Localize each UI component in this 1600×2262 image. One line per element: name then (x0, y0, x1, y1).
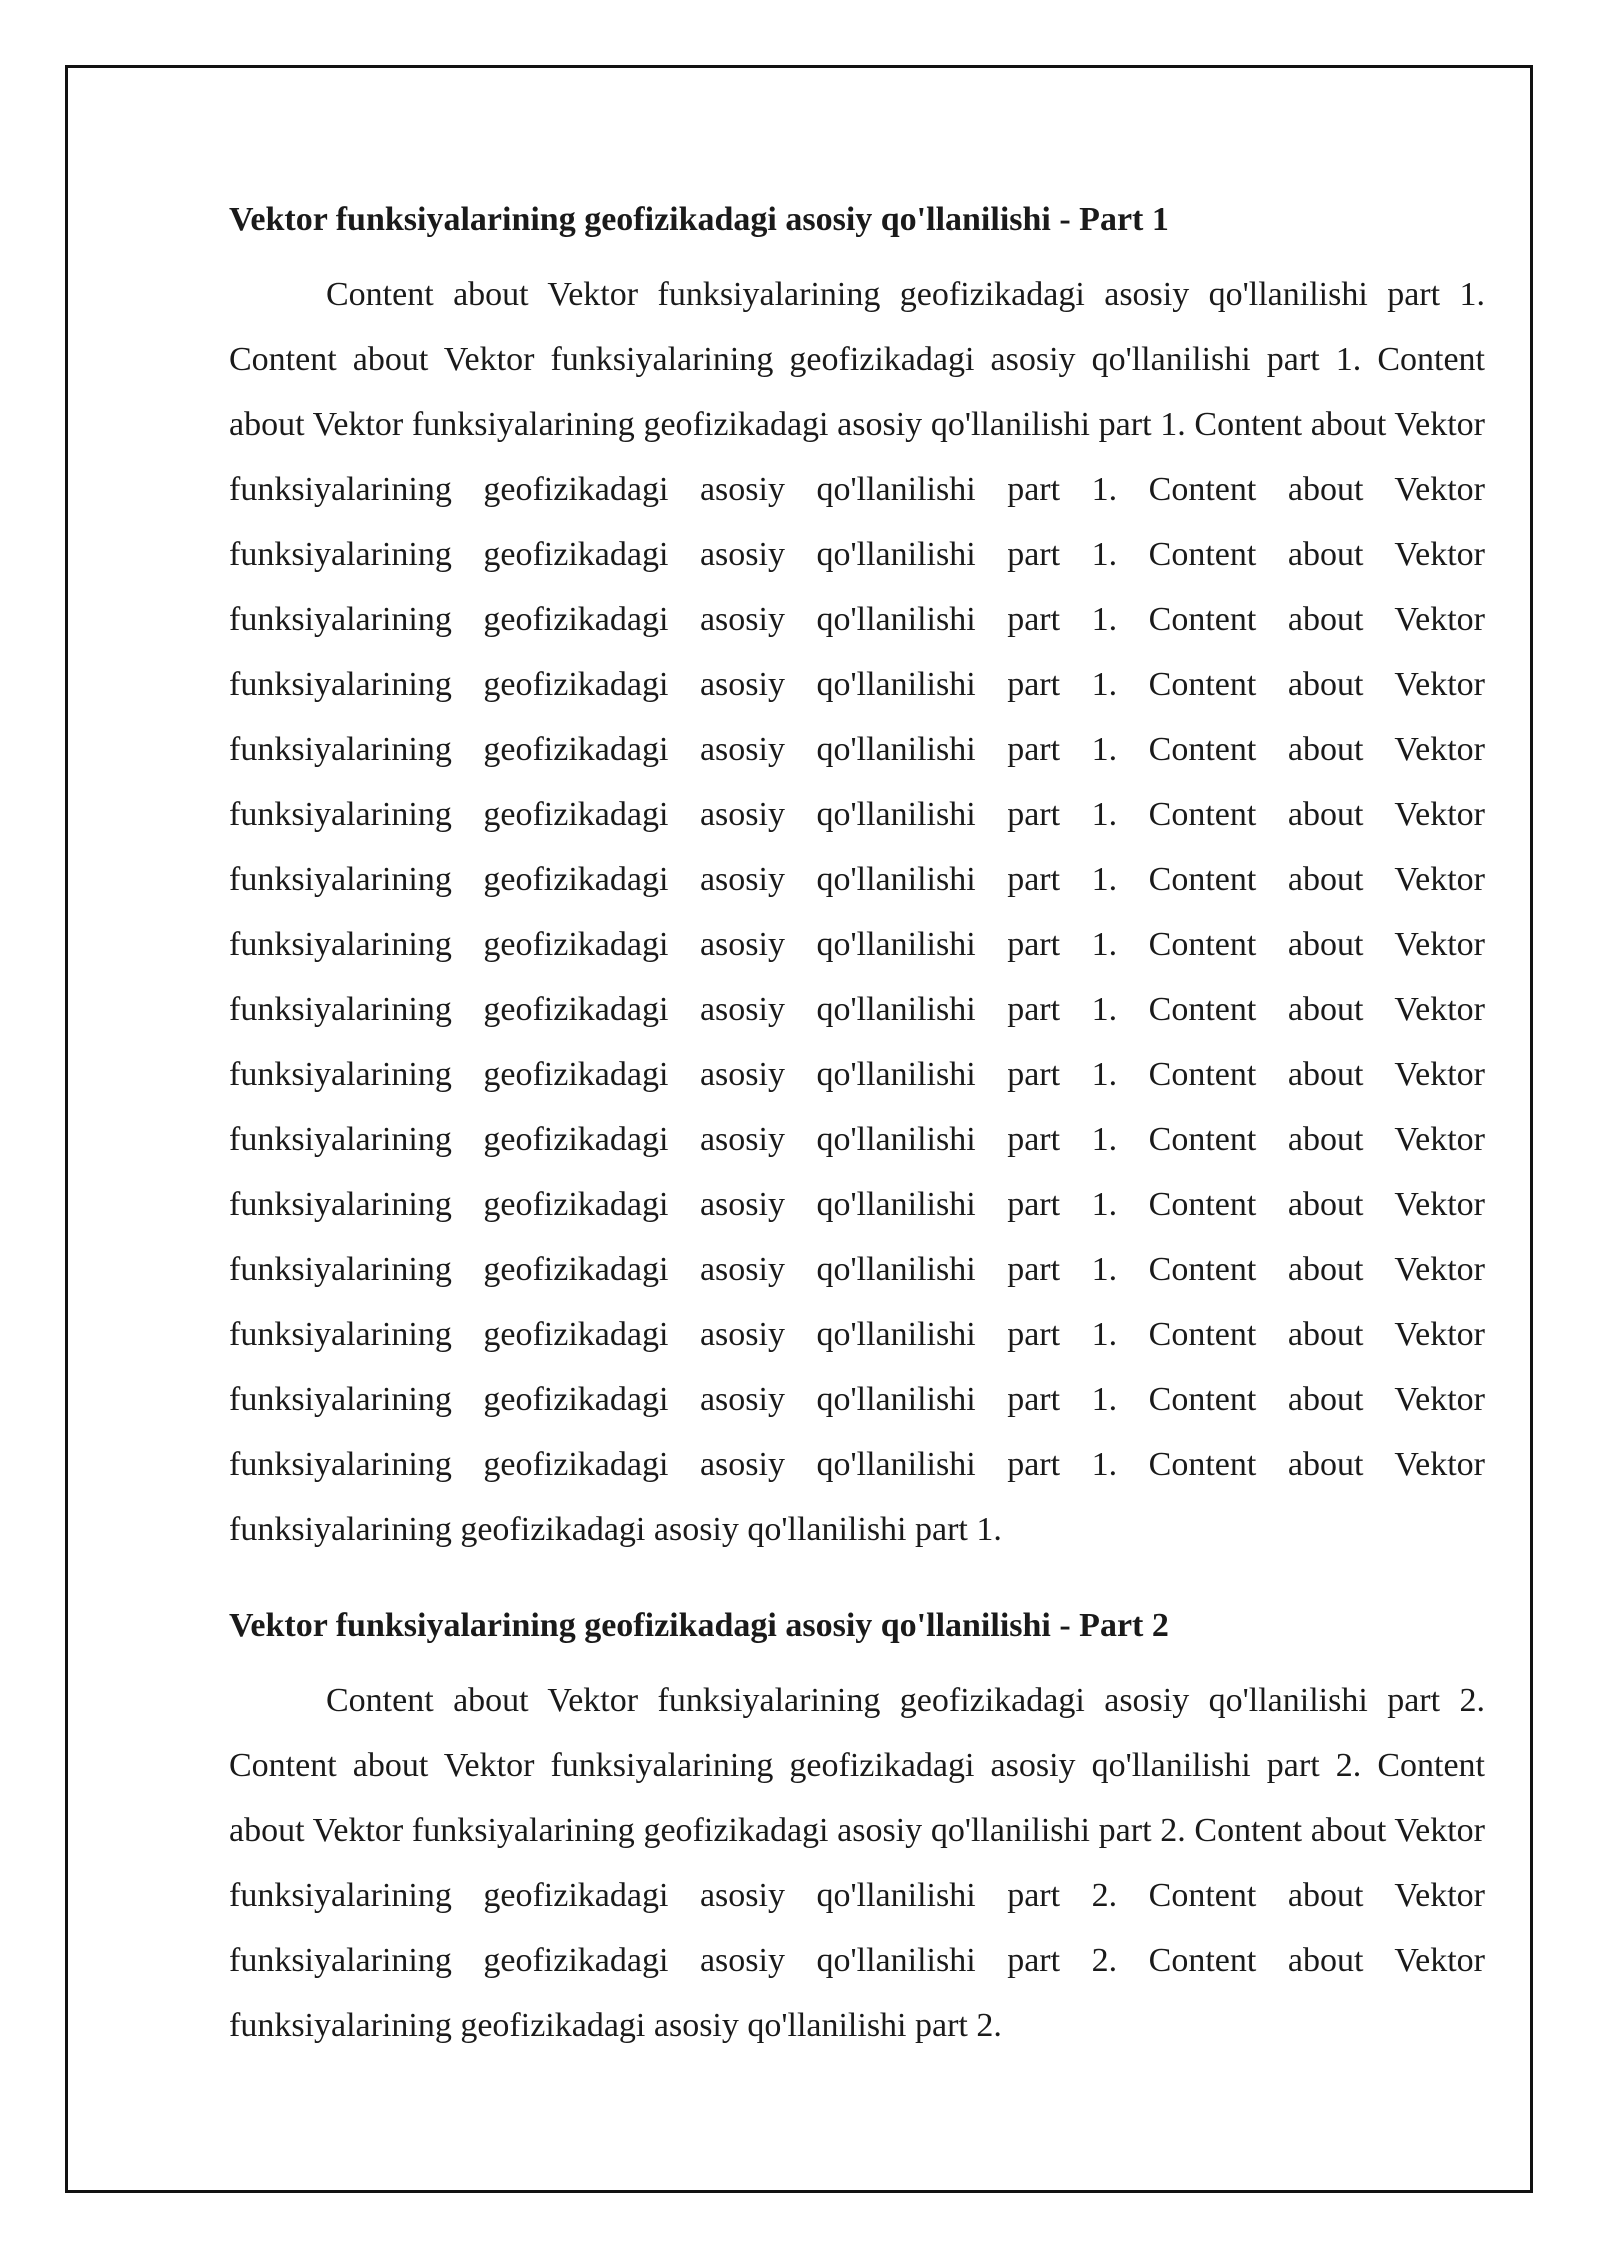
section-paragraph: Content about Vektor funksiyalarining geofizikadagi asosiy qo'llanilishi part 2. Content about Vektor funksiyalarining geofizikadagi asosiy qo'llanilishi part 2. Content about Vektor funksiyalarining geofizikadagi asosiy qo'llanilishi part 2. Content about Vektor funksiyalarining geofizikadagi asosiy qo'llanilishi part 2. Content about Vektor funksiyalarining geofizikadagi asosiy qo'llanilishi part 2. Content about Vektor funksiyalarining geofizikadagi asosiy qo'llanilishi part 2. (229, 1682, 1485, 2044)
section-part-2 (229, 1596, 1485, 2058)
document-content (229, 190, 1485, 2058)
section-heading: Vektor funksiyalarining geofizikadagi asosiy qo'llanilishi - Part 1 (229, 201, 1169, 238)
section-part-1 (229, 190, 1485, 1562)
section-paragraph: Content about Vektor funksiyalarining geofizikadagi asosiy qo'llanilishi part 1. Content about Vektor funksiyalarining geofizikadagi asosiy qo'llanilishi part 1. Content about Vektor funksiyalarining geofizikadagi asosiy qo'llanilishi part 1. Content about Vektor funksiyalarining geofizikadagi asosiy qo'llanilishi part 1. Content about Vektor funksiyalarining geofizikadagi asosiy qo'llanilishi part 1. Content about Vektor funksiyalarining geofizikadagi asosiy qo'llanilishi part 1. Content about Vektor funksiyalarining geofizikadagi asosiy qo'llanilishi part 1. Content about Vektor funksiyalarining geofizikadagi asosiy qo'llanilishi part 1. Content about Vektor funksiyalarining geofizikadagi asosiy qo'llanilishi part 1. Content about Vektor funksiyalarining geofizikadagi asosiy qo'llanilishi part 1. Content about Vektor funksiyalarining geofizikadagi asosiy qo'llanilishi part 1. Content about Vektor funksiyalarining geofizikadagi asosiy qo'llanilishi part 1. Content about Vektor funksiyalarining geofizikadagi asosiy qo'llanilishi part 1. Content about Vektor funksiyalarining geofizikadagi asosiy qo'llanilishi part 1. Content about Vektor funksiyalarining geofizikadagi asosiy qo'llanilishi part 1. Content about Vektor funksiyalarining geofizikadagi asosiy qo'llanilishi part 1. Content about Vektor funksiyalarining geofizikadagi asosiy qo'llanilishi part 1. Content about Vektor funksiyalarining geofizikadagi asosiy qo'llanilishi part 1. Content about Vektor funksiyalarining geofizikadagi asosiy qo'llanilishi part 1. Content about Vektor funksiyalarining geofizikadagi asosiy qo'llanilishi part 1. (229, 276, 1485, 1548)
section-heading: Vektor funksiyalarining geofizikadagi asosiy qo'llanilishi - Part 2 (229, 1607, 1169, 1644)
